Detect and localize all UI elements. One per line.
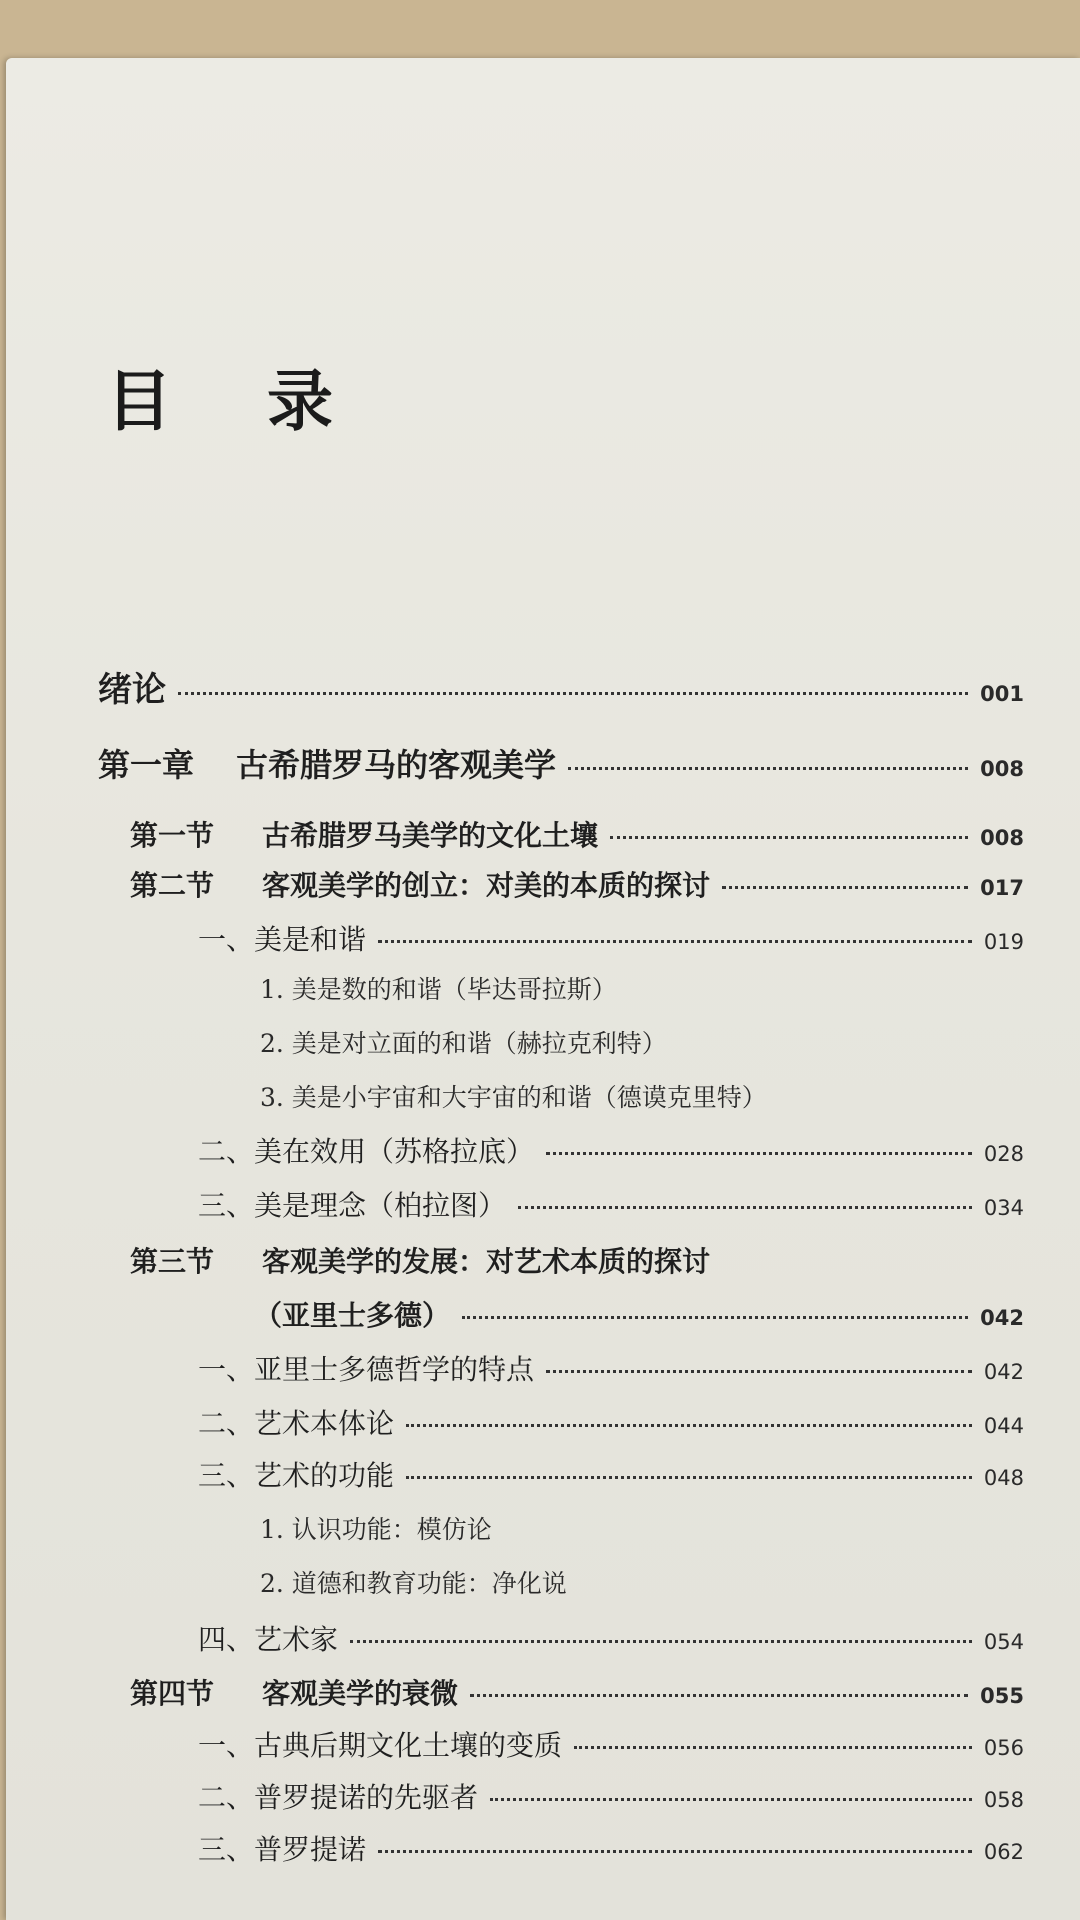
leader-dots xyxy=(546,1152,972,1155)
toc-entry-section-4[interactable] xyxy=(130,1672,1024,1712)
toc-page-number: 048 xyxy=(983,1466,1024,1490)
leader-dots xyxy=(546,1370,972,1373)
toc-label: 一、古典后期文化土壤的变质 xyxy=(198,1729,563,1762)
chapter-title: 古希腊罗马的客观美学 xyxy=(236,746,557,784)
toc-label: 绪论 xyxy=(98,670,166,710)
section-title: 客观美学的衰微 xyxy=(262,1677,459,1710)
toc-entry-item[interactable] xyxy=(260,970,617,1006)
leader-dots xyxy=(350,1640,972,1643)
leader-dots xyxy=(568,767,968,770)
leader-dots xyxy=(378,940,972,943)
section-number: 第四节 xyxy=(130,1677,215,1710)
leader-dots xyxy=(490,1798,972,1801)
section-number: 第一节 xyxy=(130,819,215,852)
toc-entry-item[interactable] xyxy=(260,1024,667,1060)
toc-label: 一、美是和谐 xyxy=(198,923,367,956)
section-title: 客观美学的创立：对美的本质的探讨 xyxy=(262,869,711,902)
toc-page-number: 054 xyxy=(983,1630,1024,1654)
leader-dots xyxy=(406,1476,972,1479)
leader-dots xyxy=(470,1694,968,1697)
toc-page-number: 056 xyxy=(983,1736,1024,1760)
toc-label: 一、亚里士多德哲学的特点 xyxy=(198,1353,535,1386)
toc-label: 1. 认识功能：模仿论 xyxy=(260,1515,492,1544)
toc-page-number: 017 xyxy=(980,876,1024,900)
leader-dots xyxy=(610,836,968,839)
leader-dots xyxy=(406,1424,972,1427)
leader-dots xyxy=(462,1316,968,1319)
toc-entry-intro[interactable] xyxy=(98,662,1024,711)
chapter-number: 第一章 xyxy=(98,746,195,784)
toc-entry-sub[interactable] xyxy=(198,918,1024,958)
toc-page-number: 008 xyxy=(980,826,1024,850)
toc-entry-section-1[interactable] xyxy=(130,814,1024,854)
toc-page-number: 034 xyxy=(983,1196,1024,1220)
toc-entry-sub[interactable] xyxy=(198,1348,1024,1388)
toc-entry-section-2[interactable] xyxy=(130,864,1024,904)
toc-entry-chapter-1[interactable] xyxy=(98,740,1024,786)
toc-label: 四、艺术家 xyxy=(198,1623,339,1656)
toc-label: 1. 美是数的和谐（毕达哥拉斯） xyxy=(260,975,617,1004)
toc-label: 3. 美是小宇宙和大宇宙的和谐（德谟克里特） xyxy=(260,1083,767,1112)
leader-dots xyxy=(378,1850,972,1853)
toc-page-number: 055 xyxy=(980,1684,1024,1708)
section-title-cont: （亚里士多德） xyxy=(254,1299,451,1332)
leader-dots xyxy=(178,692,968,695)
section-number: 第二节 xyxy=(130,869,215,902)
toc-page-number: 008 xyxy=(980,757,1024,781)
toc-entry-section-3[interactable] xyxy=(130,1240,710,1280)
toc-page-number: 062 xyxy=(983,1840,1024,1864)
toc-page-number: 058 xyxy=(983,1788,1024,1812)
toc-entry-item[interactable] xyxy=(260,1078,767,1114)
toc-entry-item[interactable] xyxy=(260,1510,492,1546)
toc-entry-sub[interactable] xyxy=(198,1130,1024,1170)
toc-entry-sub[interactable] xyxy=(198,1776,1024,1816)
toc-entry-sub[interactable] xyxy=(198,1724,1024,1764)
section-title: 客观美学的发展：对艺术本质的探讨 xyxy=(262,1245,711,1278)
toc-page-number: 001 xyxy=(980,682,1024,706)
page-title: 目 录 xyxy=(106,363,369,440)
toc-entry-sub[interactable] xyxy=(198,1454,1024,1494)
section-number: 第三节 xyxy=(130,1245,215,1278)
toc-entry-item[interactable] xyxy=(260,1564,567,1600)
leader-dots xyxy=(518,1206,972,1209)
toc-entry-section-3-cont[interactable] xyxy=(254,1294,1024,1334)
toc-page-number: 042 xyxy=(983,1360,1024,1384)
toc-entry-sub[interactable] xyxy=(198,1618,1024,1658)
toc-page-number: 042 xyxy=(980,1306,1024,1330)
leader-dots xyxy=(722,886,968,889)
toc-label: 2. 道德和教育功能：净化说 xyxy=(260,1569,567,1598)
toc-label: 2. 美是对立面的和谐（赫拉克利特） xyxy=(260,1029,667,1058)
toc-label: 二、普罗提诺的先驱者 xyxy=(198,1781,479,1814)
book-page xyxy=(6,58,1080,1920)
toc-label: 三、美是理念（柏拉图） xyxy=(198,1189,507,1222)
toc-label: 三、艺术的功能 xyxy=(198,1459,395,1492)
toc-page-number: 019 xyxy=(983,930,1024,954)
toc-page-number: 044 xyxy=(983,1414,1024,1438)
toc-page-number: 028 xyxy=(983,1142,1024,1166)
toc-entry-sub[interactable] xyxy=(198,1184,1024,1224)
toc-label: 二、艺术本体论 xyxy=(198,1407,395,1440)
toc-label: 三、普罗提诺 xyxy=(198,1833,367,1866)
toc-entry-sub[interactable] xyxy=(198,1402,1024,1442)
toc-label: 二、美在效用（苏格拉底） xyxy=(198,1135,535,1168)
leader-dots xyxy=(574,1746,972,1749)
section-title: 古希腊罗马美学的文化土壤 xyxy=(262,819,599,852)
toc-entry-sub[interactable] xyxy=(198,1828,1024,1868)
